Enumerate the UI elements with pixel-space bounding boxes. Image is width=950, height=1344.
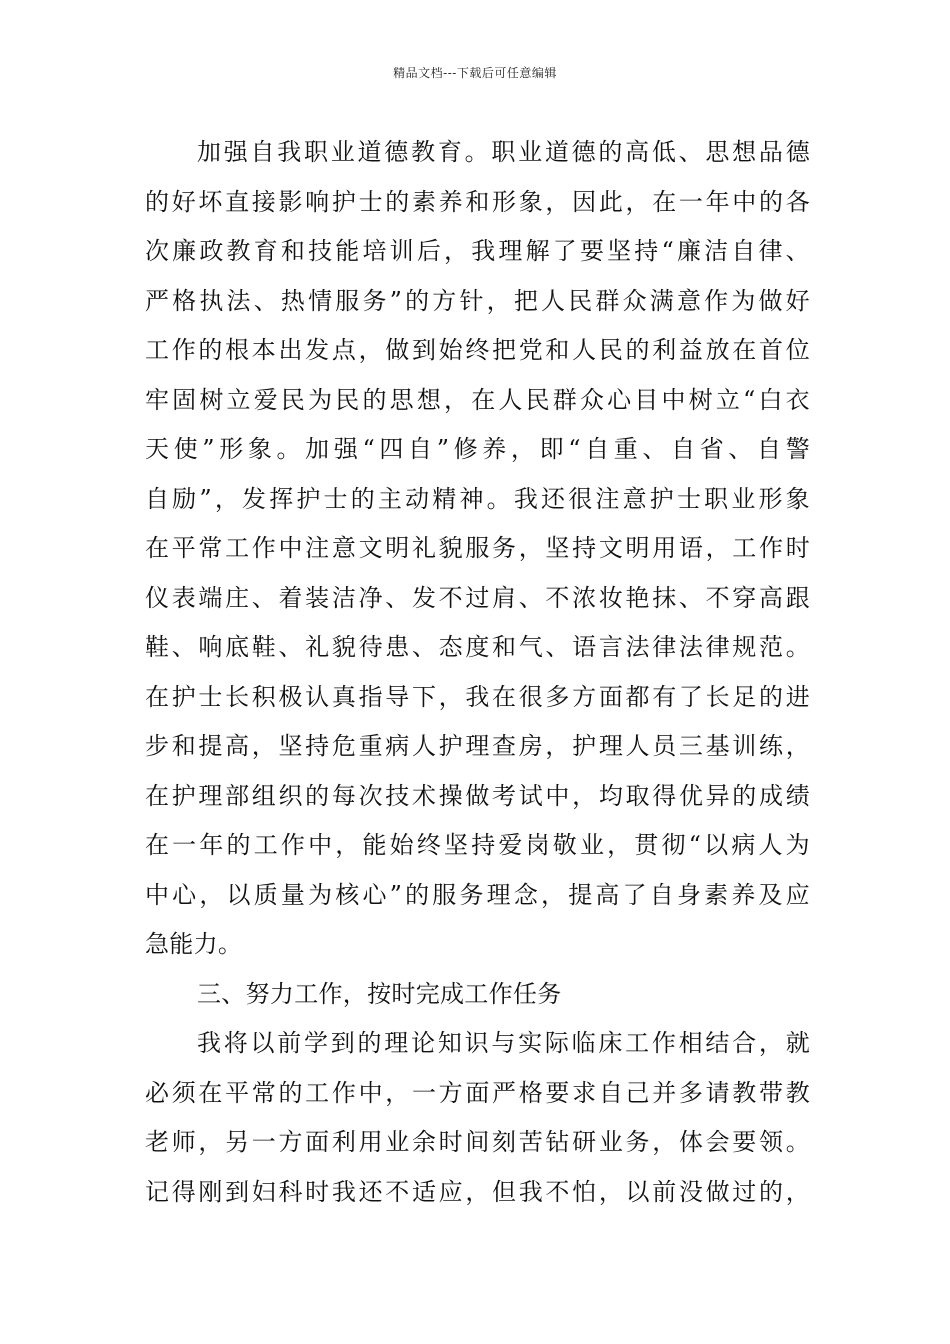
text-line: 中心，以质量为核心”的服务理念，提高了自身素养及应 [145,880,810,909]
text-line: 仪表端庄、着装洁净、发不过肩、不浓妆艳抹、不穿高跟 [145,583,810,612]
text-line: 在一年的工作中，能始终坚持爱岗敬业，贯彻“以病人为 [145,831,810,859]
text-line: 天使”形象。加强“四自”修养，即“自重、自省、自警 [145,435,810,463]
text-line: 次廉政教育和技能培训后，我理解了要坚持“廉洁自律、 [145,237,810,265]
text-line: 在护士长积极认真指导下，我在很多方面都有了长足的进 [145,682,810,711]
text-line: 牢固树立爱民为民的思想，在人民群众心目中树立“白衣 [145,385,810,414]
text-line: 工作的根本出发点，做到始终把党和人民的利益放在首位 [145,336,810,364]
text-line: 步和提高，坚持危重病人护理查房，护理人员三基训练， [145,732,810,760]
text-line: 记得刚到妇科时我还不适应，但我不怕，以前没做过的， [145,1177,810,1206]
text-line: 老师，另一方面利用业余时间刻苦钻研业务，体会要领。 [145,1128,810,1156]
body-text [145,128,810,1217]
text-line: 鞋、响底鞋、礼貌待患、态度和气、语言法律法律规范。 [145,633,810,661]
text-line: 急能力。 [145,930,243,958]
text-line: 严格执法、热情服务”的方针，把人民群众满意作为做好 [145,286,810,315]
text-line: 的好坏直接影响护士的素养和形象，因此，在一年中的各 [145,187,810,216]
text-line: 我将以前学到的理论知识与实际临床工作相结合，就 [197,1029,810,1057]
text-line: 自励”，发挥护士的主动精神。我还很注意护士职业形象 [145,484,810,513]
text-line: 加强自我职业道德教育。职业道德的高低、思想品德 [197,138,810,166]
text-line: 在平常工作中注意文明礼貌服务，坚持文明用语，工作时 [145,534,810,562]
page-header: 精品文档---下载后可任意编辑 [393,66,557,80]
text-line: 在护理部组织的每次技术操做考试中，均取得优异的成绩 [145,781,810,810]
text-line: 三、努力工作，按时完成工作任务 [197,979,562,1008]
text-line: 必须在平常的工作中，一方面严格要求自己并多请教带教 [145,1078,810,1107]
